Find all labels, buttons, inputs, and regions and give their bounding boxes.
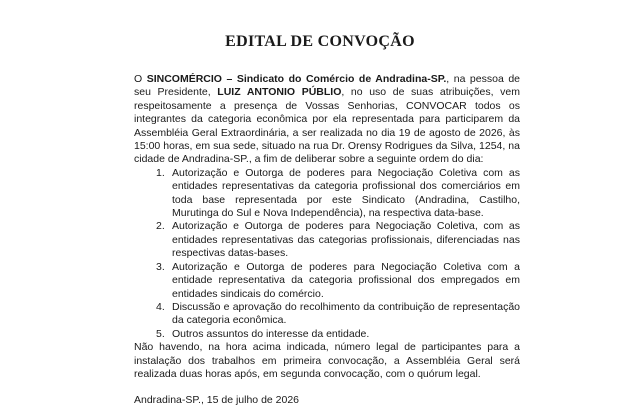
- agenda-item: [156, 260, 520, 301]
- intro-prefix: O: [134, 73, 147, 85]
- agenda-item-text: Autorização e Outorga de poderes para Negociação Coletiva com a entidade representativa da categoria profissional dos empregados em entidades sindicais do comércio.: [172, 260, 520, 300]
- agenda-item: [156, 220, 520, 260]
- agenda-item-number: 1.: [156, 166, 165, 179]
- president-name: LUIZ ANTONIO PÚBLIO: [217, 86, 342, 99]
- closing-paragraph: Não havendo, na hora acima indicada, número legal de participantes para a instalação dos trabalhos em primeira convocação, a Assembléia Geral será realizada duas horas após, em segunda convocação, com o quórum legal.: [134, 341, 520, 380]
- agenda-item: [156, 166, 520, 221]
- agenda-item-number: 2.: [156, 220, 165, 233]
- intro-rest: , no uso de suas atribuições, vem respeitosamente a presença de Vossas Senhorias, CONVOCAR todos os integrantes da categoria econômica por ela representada para participarem da Assembléia Geral Extraordinária, a ser realizada no dia 19 de agosto de 2026, às 15:00 horas, em sua sede, situado na rua Dr. Orensy Rodrigues da Silva, 1254, na cidade de Andradina-SP., a fim de deliberar sobre a seguinte ordem do dia:: [134, 86, 521, 166]
- agenda-item-text: Autorização e Outorga de poderes para Negociação Coletiva com as entidades representativas da categoria profissional dos comerciários em toda base representada por este Sindicato (Andradina, Castilho, Murutinga do Sul e Nova Independência), na respectiva data-base.: [172, 166, 520, 220]
- intro-middle: , na pessoa de seu Presidente,: [134, 73, 520, 99]
- agenda-item-text: Outros assuntos do interesse da entidade.: [172, 327, 370, 340]
- agenda-item-number: 3.: [156, 260, 165, 273]
- place-date: Andradina-SP., 15 de julho de 2026: [134, 394, 300, 407]
- agenda-item: [156, 300, 520, 328]
- organization-name: SINCOMÉRCIO – Sindicato do Comércio de Andradina-SP.: [146, 73, 447, 85]
- agenda-item-number: 5.: [156, 327, 165, 340]
- agenda-item-text: Autorização e Outorga de poderes para Negociação Coletiva, com as entidades representativas das categorias profissionais, diferenciadas nas respectivas datas-bases.: [172, 220, 520, 260]
- document-title: EDITAL DE CONVOÇÃO: [225, 33, 415, 50]
- agenda-item-number: 4.: [156, 300, 165, 313]
- agenda-item-text: Discussão e aprovação do recolhimento da contribuição de representação da categoria econômica.: [172, 300, 520, 327]
- agenda-item: [156, 327, 520, 341]
- intro-paragraph: [134, 73, 520, 167]
- document-body: [134, 73, 520, 408]
- agenda-list: [134, 167, 520, 341]
